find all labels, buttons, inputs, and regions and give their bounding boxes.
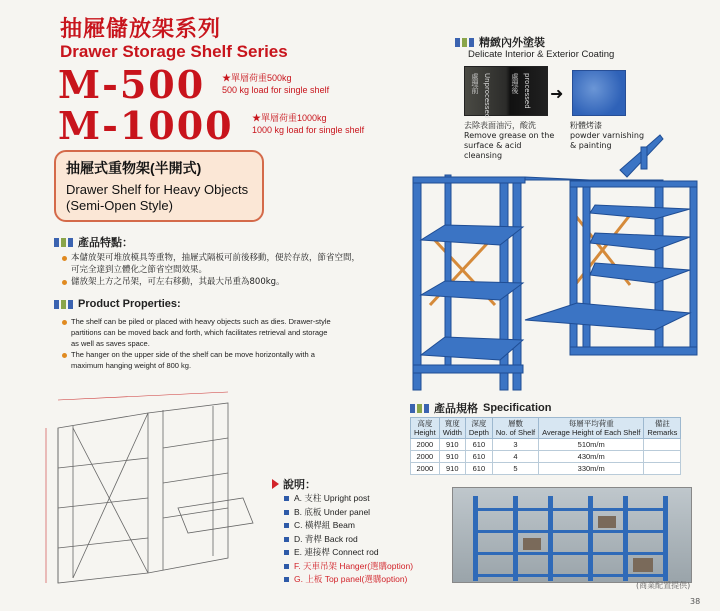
table-cell bbox=[644, 439, 681, 451]
legend-heading bbox=[272, 476, 316, 492]
table-cell: 430m/m bbox=[539, 451, 644, 463]
column-header-avg: 每層平均荷重 Average Height of Each Shelf bbox=[539, 418, 644, 439]
table-cell: 610 bbox=[465, 439, 492, 451]
model-m500: M-500 bbox=[58, 62, 206, 107]
table-cell bbox=[644, 451, 681, 463]
column-header-width: 寬度 Width bbox=[439, 418, 465, 439]
table-cell: 3 bbox=[492, 439, 538, 451]
photo-credit: (商業配置提供) bbox=[636, 581, 691, 590]
shelf-technical-drawing bbox=[28, 388, 258, 593]
load-zh: 單層荷重500kg bbox=[231, 73, 292, 83]
table-cell: 910 bbox=[439, 439, 465, 451]
legend-item: C. 橫桿組 Beam bbox=[284, 519, 413, 533]
features-zh-heading-text: 產品特點： bbox=[78, 237, 133, 249]
table-cell: 610 bbox=[465, 463, 492, 475]
table-cell: 510m/m bbox=[539, 439, 644, 451]
legend-item: F. 天車吊架 Hanger(選購option) bbox=[284, 560, 413, 574]
caption-zh: 粉體烤漆 bbox=[570, 121, 602, 130]
spec-heading-en: Specification bbox=[483, 402, 552, 414]
model-m500-load: ★單層荷重500kg 500 kg load for single shelf bbox=[222, 73, 330, 95]
square-bullet-icon bbox=[284, 550, 289, 555]
load-en: 1000 kg load for single shelf bbox=[252, 125, 365, 135]
product-name-zh: 抽屜式重物架(半開式) bbox=[66, 160, 202, 176]
series-title-en: Drawer Storage Shelf Series bbox=[60, 42, 288, 61]
spec-table bbox=[410, 417, 681, 475]
features-en-heading-text: Product Properties: bbox=[78, 298, 181, 310]
legend-item: E. 連接桿 Connect rod bbox=[284, 546, 413, 560]
caption-en: powder varnishing & painting bbox=[570, 131, 645, 150]
sample-label: Unprocessed bbox=[483, 73, 491, 119]
square-bullet-icon bbox=[284, 510, 289, 515]
load-zh: 單層荷重1000kg bbox=[261, 113, 327, 123]
section-bars-icon bbox=[410, 404, 429, 413]
table-cell bbox=[644, 463, 681, 475]
caption-en: Remove grease on the surface & acid cleansing bbox=[464, 131, 555, 160]
features-zh-heading bbox=[54, 234, 133, 250]
model-m1000: M-1000 bbox=[58, 103, 234, 148]
square-bullet-icon bbox=[284, 496, 289, 501]
sample-label: 處理後 bbox=[511, 73, 519, 94]
table-row bbox=[411, 451, 681, 463]
legend-heading-text: 說明： bbox=[283, 478, 316, 491]
list-item: The hanger on the upper side of the shelf can be move horizontally with a maximum hanging weight of 800 kg. bbox=[62, 349, 332, 371]
coating-heading bbox=[455, 34, 545, 50]
installed-shelves-photo bbox=[452, 487, 692, 583]
table-row bbox=[411, 463, 681, 475]
legend-item: D. 背桿 Back rod bbox=[284, 533, 413, 547]
table-cell: 2000 bbox=[411, 463, 440, 475]
legend-list bbox=[284, 492, 413, 587]
section-bars-icon bbox=[455, 38, 474, 47]
legend-item: G. 上板 Top panel(選購option) bbox=[284, 573, 413, 587]
table-cell: 5 bbox=[492, 463, 538, 475]
square-bullet-icon bbox=[284, 564, 289, 569]
coating-sample-before-image bbox=[464, 66, 548, 119]
table-cell: 910 bbox=[439, 463, 465, 475]
table-header-row bbox=[411, 418, 681, 439]
list-item: The shelf can be piled or placed with heavy objects such as dies. Drawer-style partitions can be moved back and forth, which facilitates retrieval and storage as well as saves space. bbox=[62, 316, 332, 349]
square-bullet-icon bbox=[284, 537, 289, 542]
product-name-box bbox=[54, 150, 264, 222]
column-header-remarks: 備註 Remarks bbox=[644, 418, 681, 439]
section-bars-icon bbox=[54, 300, 73, 309]
page-number: 38 bbox=[690, 597, 701, 606]
caption-zh: 去除表面油污，酸洗 bbox=[464, 121, 536, 130]
product-name-en-1: Drawer Shelf for Heavy Objects bbox=[66, 182, 249, 197]
section-bars-icon bbox=[54, 238, 73, 247]
table-cell: 610 bbox=[465, 451, 492, 463]
triangle-bullet-icon bbox=[272, 479, 279, 489]
column-header-height: 高度 Height bbox=[411, 418, 440, 439]
sample-label: 處理前 bbox=[471, 73, 479, 94]
coating-heading-en: Delicate Interior & Exterior Coating bbox=[468, 49, 615, 60]
table-cell: 330m/m bbox=[539, 463, 644, 475]
list-item: 本儲放架可堆放模具等重物，抽屜式隔板可前後移動，便於存放，節省空間，可完全達到立體化之節省空間效果。 bbox=[62, 252, 362, 276]
column-header-depth: 深度 Depth bbox=[465, 418, 492, 439]
column-header-shelves: 層數 No. of Shelf bbox=[492, 418, 538, 439]
arrow-right-icon: ➜ bbox=[550, 84, 564, 103]
legend-item: A. 支柱 Upright post bbox=[284, 492, 413, 506]
load-en: 500 kg load for single shelf bbox=[222, 85, 330, 95]
product-name-en-2: (Semi-Open Style) bbox=[66, 198, 173, 213]
square-bullet-icon bbox=[284, 577, 289, 582]
table-row bbox=[411, 439, 681, 451]
square-bullet-icon bbox=[284, 523, 289, 528]
table-cell: 2000 bbox=[411, 439, 440, 451]
table-cell: 910 bbox=[439, 451, 465, 463]
features-en-heading bbox=[54, 298, 181, 310]
shelf-main-illustration bbox=[405, 125, 705, 395]
spec-heading-zh: 產品規格 bbox=[434, 403, 478, 415]
table-cell: 2000 bbox=[411, 451, 440, 463]
table-cell: 4 bbox=[492, 451, 538, 463]
spec-heading bbox=[410, 400, 551, 416]
coating-heading-zh: 精緻內外塗裝 bbox=[479, 37, 545, 49]
series-title-zh: 抽屜儲放架系列 bbox=[60, 17, 222, 42]
list-item: 儲放架上方之吊架，可左右移動，其最大吊重為800kg。 bbox=[62, 276, 362, 288]
features-en-list bbox=[62, 316, 332, 371]
model-m1000-load: ★單層荷重1000kg 1000 kg load for single shelf bbox=[252, 113, 365, 135]
legend-item: B. 底板 Under panel bbox=[284, 506, 413, 520]
sample-label: processed bbox=[523, 73, 531, 109]
features-zh-list bbox=[62, 252, 362, 288]
coating-sample-after-image bbox=[572, 70, 626, 116]
